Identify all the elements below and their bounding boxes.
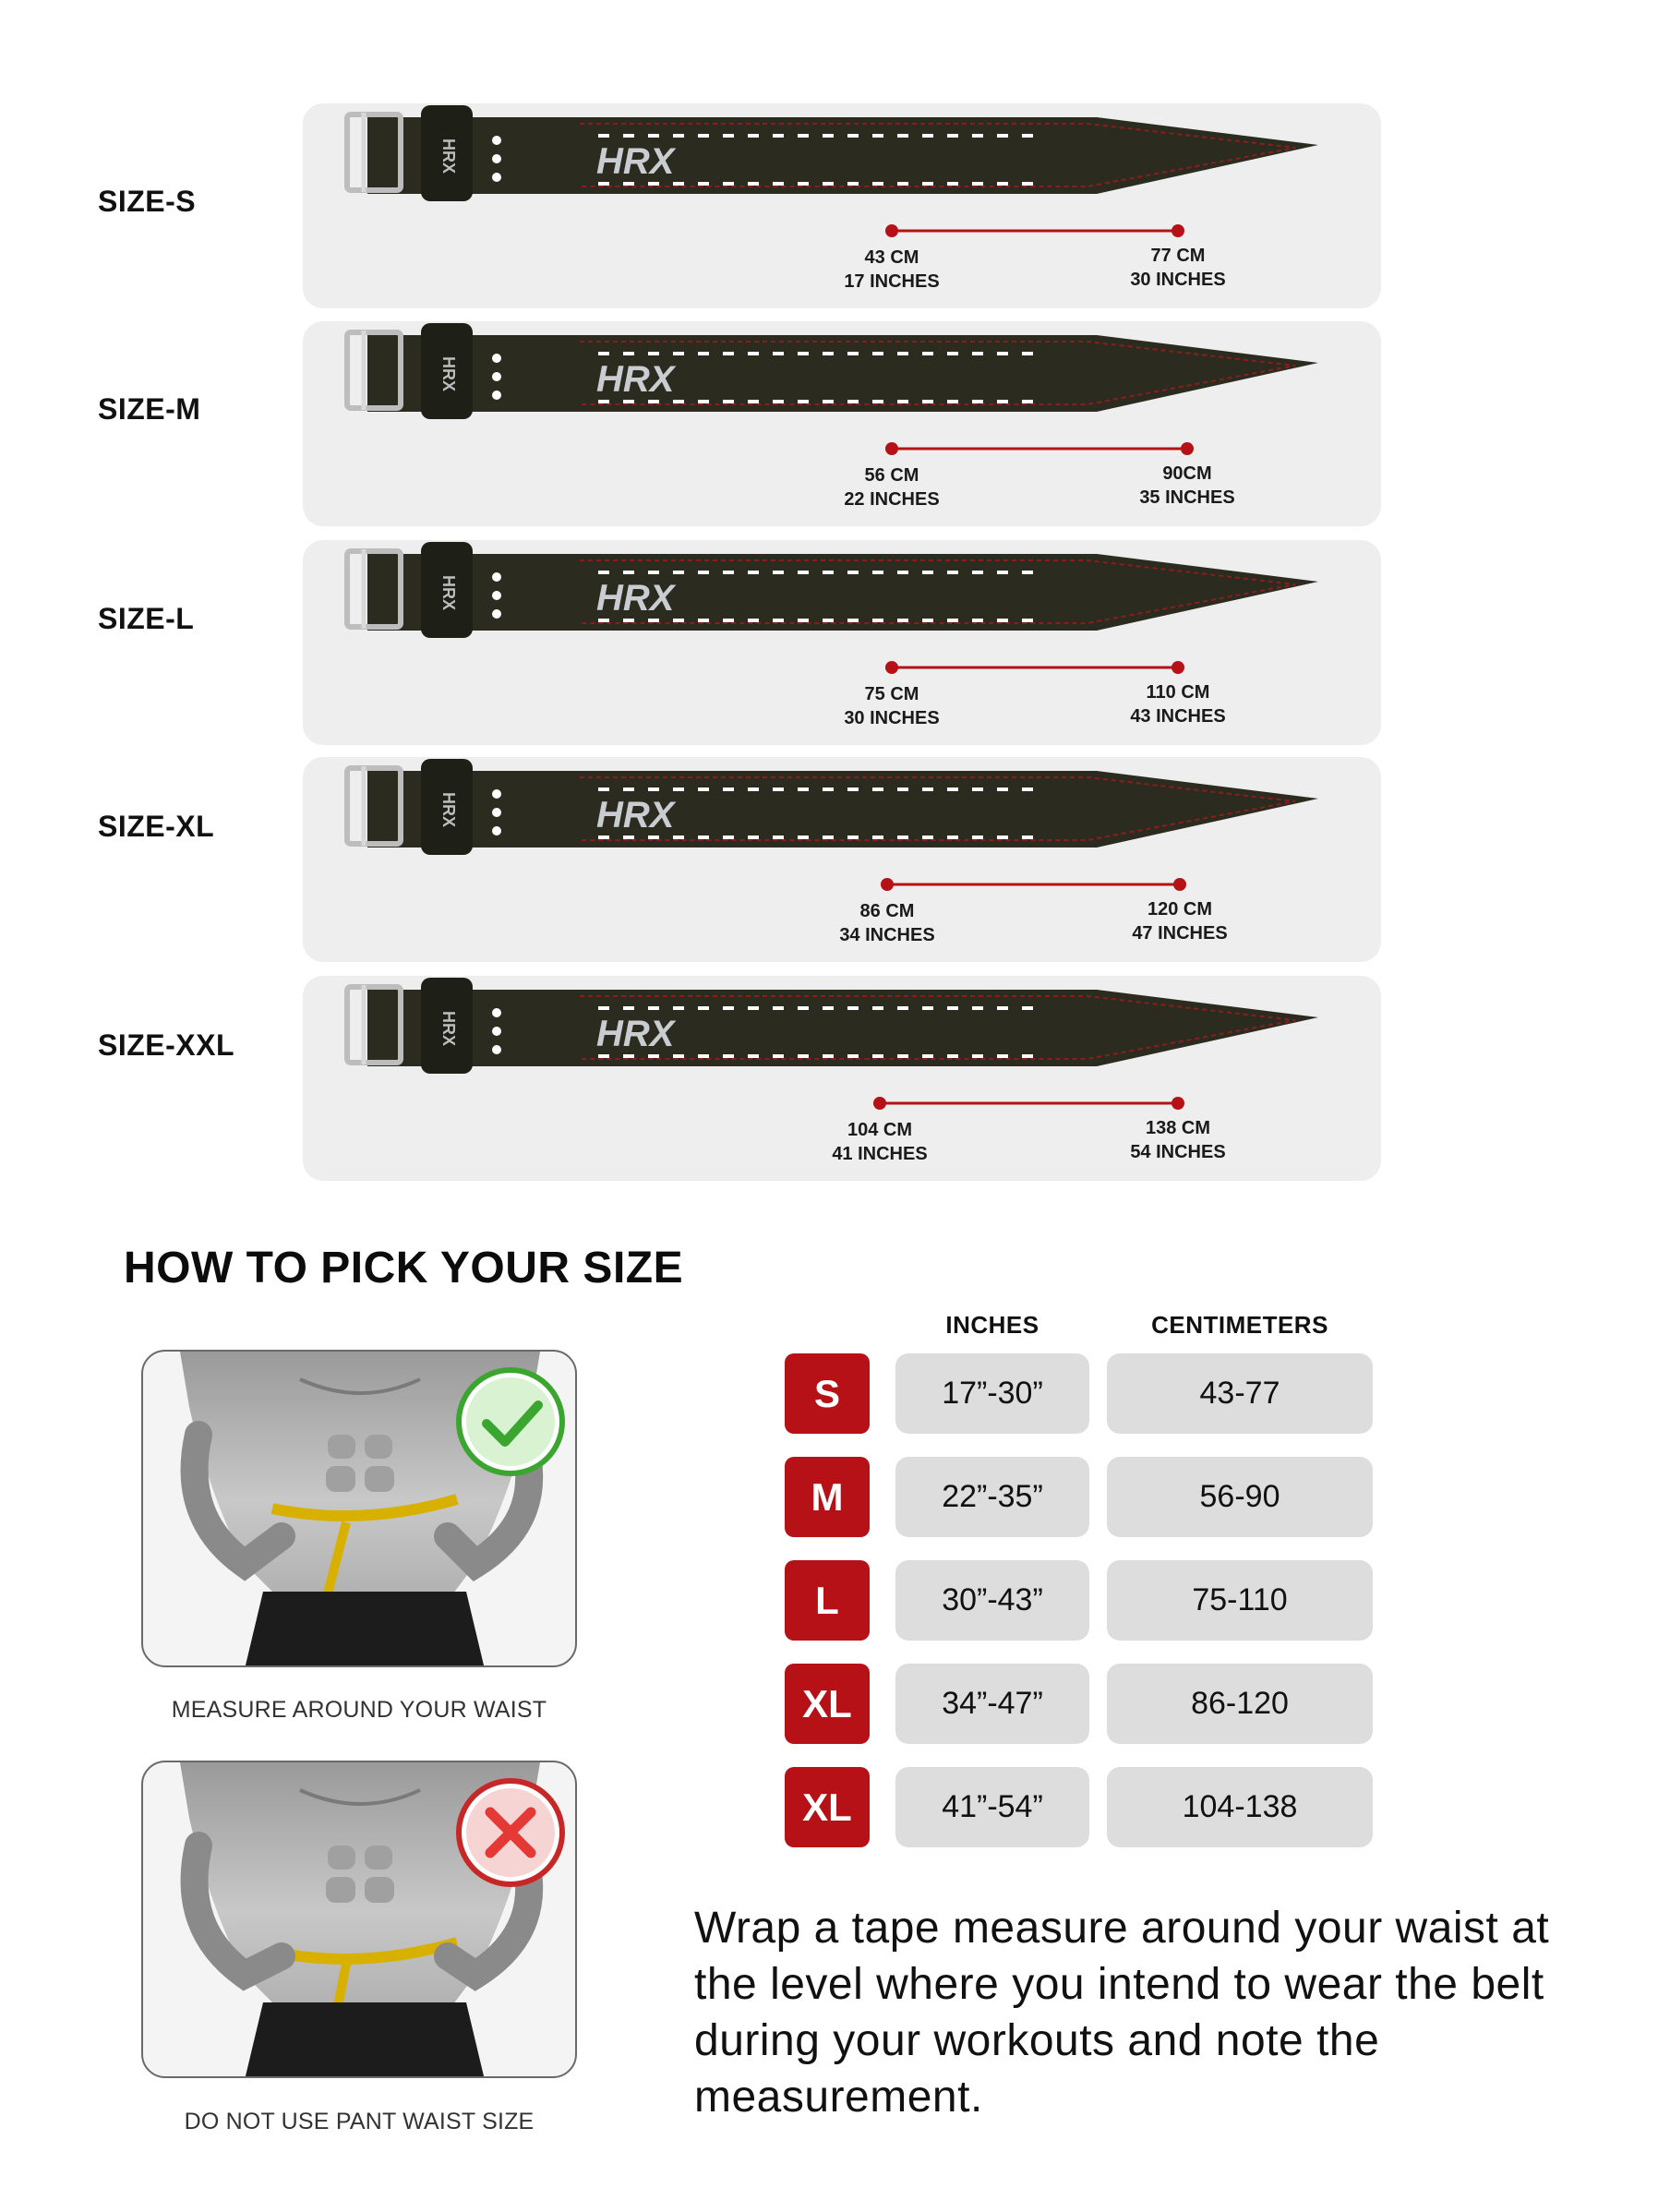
size-badge: S <box>785 1353 870 1434</box>
svg-text:HRX: HRX <box>439 575 458 611</box>
inches-cell: 17”-30” <box>895 1353 1089 1434</box>
belt-card <box>303 540 1381 745</box>
torso-illustration <box>143 1762 577 2078</box>
size-badge: XL <box>785 1767 870 1847</box>
svg-text:HRX: HRX <box>439 792 458 828</box>
svg-text:HRX: HRX <box>439 1011 458 1047</box>
svg-text:HRX: HRX <box>439 356 458 392</box>
belt-card <box>303 321 1381 526</box>
size-badge: L <box>785 1560 870 1641</box>
min-measurement: 86 CM 34 INCHES <box>839 901 935 945</box>
svg-text:HRX: HRX <box>596 359 675 400</box>
centimeters-cell: 86-120 <box>1107 1664 1373 1744</box>
size-badge: M <box>785 1457 870 1537</box>
centimeters-cell: 43-77 <box>1107 1353 1373 1434</box>
svg-text:HRX: HRX <box>439 138 458 174</box>
size-label: SIZE-XL <box>98 810 215 843</box>
centimeters-cell: 56-90 <box>1107 1457 1373 1537</box>
min-measurement: 43 CM 17 INCHES <box>844 247 940 292</box>
inches-header: INCHES <box>945 1311 1039 1339</box>
size-label: SIZE-S <box>98 185 197 218</box>
size-label: SIZE-XXL <box>98 1028 235 1062</box>
max-measurement: 90CM 35 INCHES <box>1139 463 1235 508</box>
inches-cell: 34”-47” <box>895 1664 1089 1744</box>
inches-cell: 41”-54” <box>895 1767 1089 1847</box>
min-measurement: 56 CM 22 INCHES <box>844 465 940 510</box>
svg-text:HRX: HRX <box>596 1014 675 1054</box>
size-label: SIZE-L <box>98 602 195 635</box>
measure-wrong-photo <box>141 1761 577 2078</box>
svg-text:HRX: HRX <box>596 795 675 836</box>
min-measurement: 75 CM 30 INCHES <box>844 684 940 728</box>
belt-card <box>303 757 1381 962</box>
max-measurement: 110 CM 43 INCHES <box>1130 682 1226 727</box>
wrong-caption: DO NOT USE PANT WAIST SIZE <box>184 2109 535 2134</box>
correct-caption: MEASURE AROUND YOUR WAIST <box>171 1697 547 1723</box>
max-measurement: 120 CM 47 INCHES <box>1132 899 1228 944</box>
inches-cell: 30”-43” <box>895 1560 1089 1641</box>
size-label: SIZE-M <box>98 392 201 426</box>
svg-text:HRX: HRX <box>596 141 675 182</box>
belt-card <box>303 976 1381 1181</box>
belt-card <box>303 103 1381 308</box>
centimeters-cell: 75-110 <box>1107 1560 1373 1641</box>
instructions-text: Wrap a tape measure around your waist at the level where you intend to wear the belt during your workouts and note the measurement. <box>694 1904 1550 2122</box>
inches-cell: 22”-35” <box>895 1457 1089 1537</box>
size-badge: XL <box>785 1664 870 1744</box>
max-measurement: 138 CM 54 INCHES <box>1130 1118 1226 1162</box>
measure-correct-photo <box>141 1350 577 1667</box>
min-measurement: 104 CM 41 INCHES <box>832 1120 928 1164</box>
centimeters-header: CENTIMETERS <box>1151 1311 1328 1339</box>
max-measurement: 77 CM 30 INCHES <box>1130 246 1226 290</box>
svg-text:HRX: HRX <box>596 578 675 619</box>
torso-illustration <box>143 1352 577 1667</box>
centimeters-cell: 104-138 <box>1107 1767 1373 1847</box>
section-title: HOW TO PICK YOUR SIZE <box>124 1244 684 1292</box>
